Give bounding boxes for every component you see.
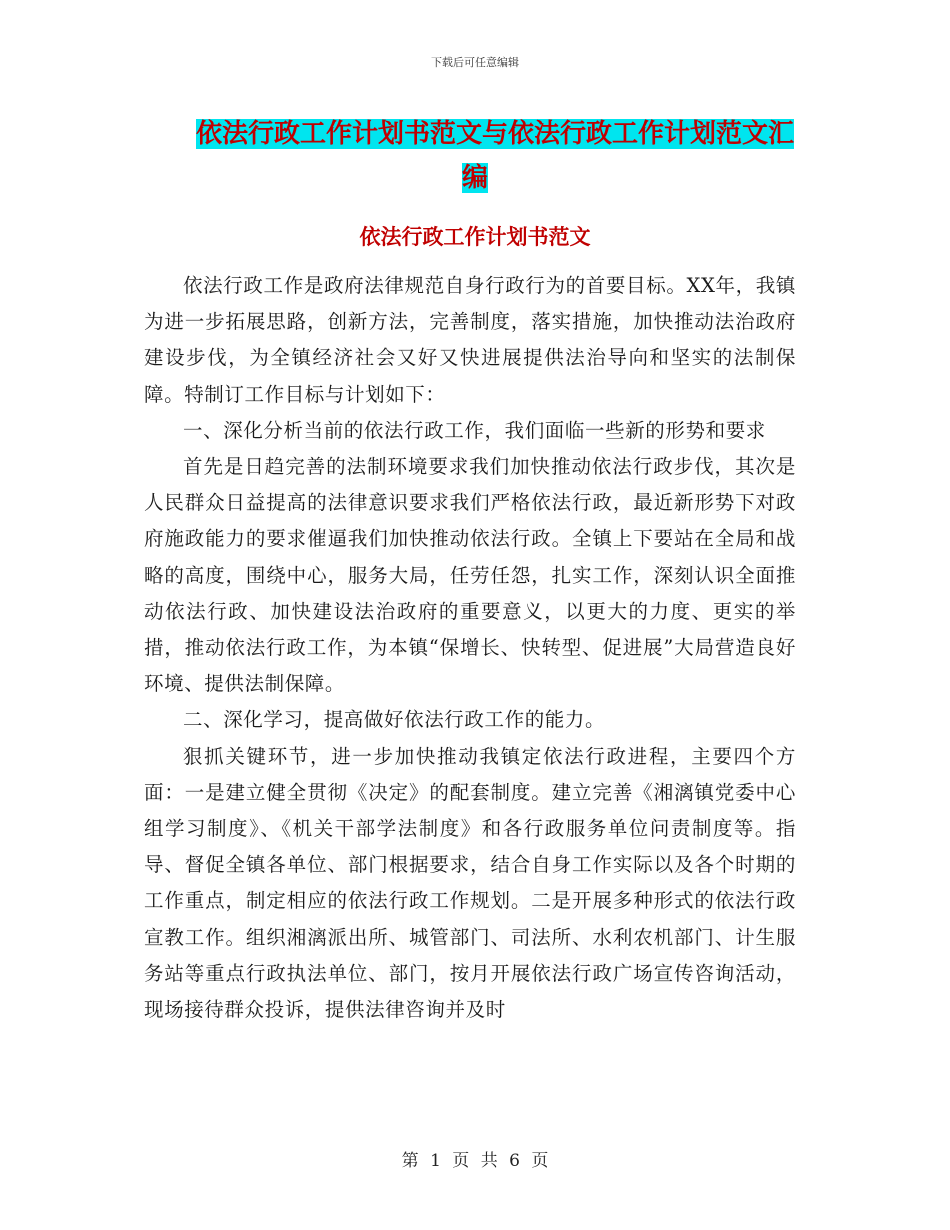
paragraph-measures: 狠抓关键环节，进一步加快推动我镇定依法行政进程，主要四个方面：一是建立健全贯彻《决定》的配套制度。建立完善《湘漓镇党委中心组学习制度》、《机关干部学法制度》和各行政服务单位问责制度等。指导、督促全镇各单位、部门根据要求，结合自身工作实际以及各个时期的工作重点，制定相应的依法行政工作规划。二是开展多种形式的依法行政宣教工作。组织湘漓派出所、城管部门、司法所、水利农机部门、计生服务站等重点行政执法单位、部门，按月开展依法行政广场宣传咨询活动，现场接待群众投诉，提供法律咨询并及时 [144, 744, 796, 1022]
section-title: 依法行政工作计划书范文 [359, 225, 591, 249]
body-text [144, 268, 796, 1028]
document-title [150, 112, 800, 200]
paragraph-heading-two: 二、深化学习，提高做好依法行政工作的能力。 [183, 708, 606, 732]
page-number-footer: 第 1 页 共 6 页 [401, 1151, 549, 1171]
paragraph-situation: 首先是日趋完善的法制环境要求我们加快推动依法行政步伐，其次是人民群众日益提高的法律意识要求我们严格依法行政，最近新形势下对政府施政能力的要求催逼我们加快推动依法行政。全镇上下要站在全局和战略的高度，围绕中心，服务大局，任劳任怨，扎实工作，深刻认识全面推动依法行政、加快建设法治政府的重要意义，以更大的力度、更实的举措，推动依法行政工作，为本镇“保增长、快转型、促进展”大局营造良好环境、提供法制保障。 [144, 455, 796, 696]
paragraph-heading-one: 一、深化分析当前的依法行政工作，我们面临一些新的形势和要求 [183, 418, 766, 442]
document-title-line2: 编 [461, 163, 488, 193]
paragraph-intro: 依法行政工作是政府法律规范自身行政行为的首要目标。XX年，我镇为进一步拓展思路，创新方法，完善制度，落实措施，加快推动法治政府建设步伐，为全镇经济社会又好又快进展提供法治导向和坚实的法制保障。特制订工作目标与计划如下： [144, 274, 796, 406]
document-title-line1: 依法行政工作计划书范文与依法行政工作计划范文汇 [196, 119, 795, 149]
page-header-note: 下载后可任意编辑 [431, 56, 519, 69]
